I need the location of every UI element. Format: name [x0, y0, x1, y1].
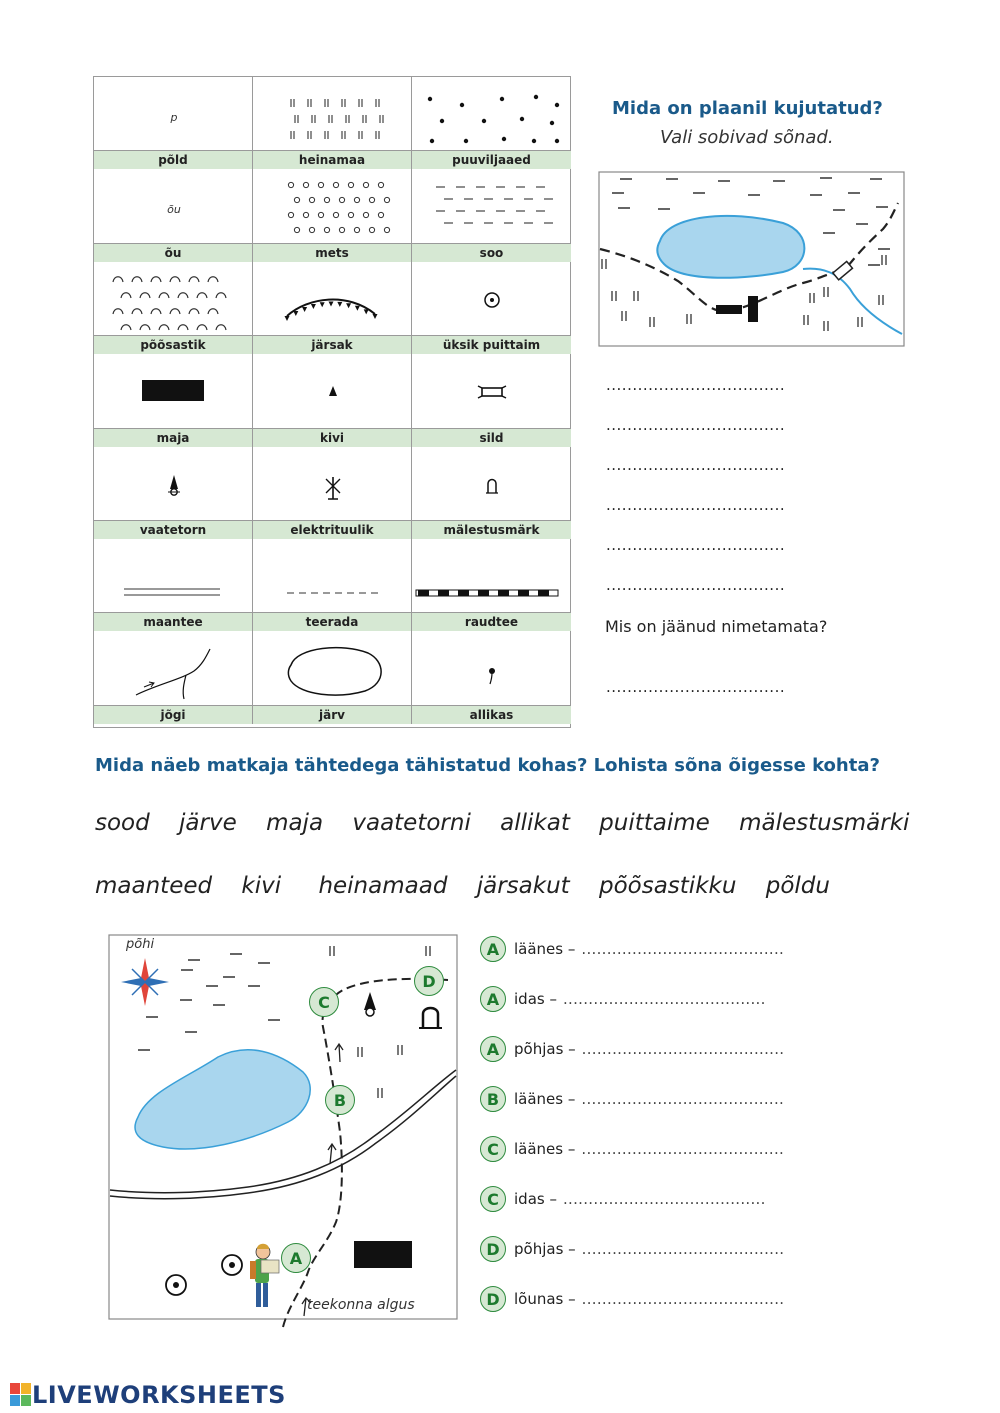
point-badge: A — [480, 986, 506, 1012]
question-label: põhjas – — [514, 1240, 576, 1258]
lake-icon — [253, 631, 412, 705]
word-vaatetorni[interactable]: vaatetorni — [352, 810, 471, 836]
word-poosastikku[interactable]: põõsastikku — [598, 873, 737, 899]
task1-title: Mida on plaanil kujutatud? — [612, 98, 883, 119]
answer-line-4[interactable]: .................................. — [606, 496, 786, 514]
north-label: põhi — [126, 937, 155, 952]
answer-drop-zone[interactable]: ........................................ — [581, 1240, 785, 1258]
legend-label: soo — [412, 243, 571, 262]
legend-label: puuviljaaed — [412, 150, 571, 169]
monument-icon — [412, 447, 571, 521]
question-row — [480, 984, 766, 1014]
legend-cell — [253, 77, 412, 169]
grass-icon — [253, 77, 412, 151]
question-label: lõunas – — [514, 1290, 576, 1308]
answer-line-6[interactable]: .................................. — [606, 576, 786, 594]
legend-cell — [253, 539, 412, 631]
logo-text: LIVEWORKSHEETS — [32, 1381, 286, 1409]
plan-map-2 — [108, 932, 460, 1337]
question-row — [480, 1134, 784, 1164]
word-puittaime[interactable]: puittaime — [599, 810, 710, 836]
map-point-c: C — [309, 987, 339, 1017]
liveworksheets-logo — [10, 1380, 286, 1410]
word-heinamaad[interactable]: heinamaad — [318, 873, 448, 899]
legend-cell — [94, 262, 253, 354]
legend-cell — [412, 354, 571, 446]
map-point-a: A — [281, 1243, 311, 1273]
question-row — [480, 1184, 766, 1214]
legend-cell — [253, 447, 412, 539]
legend-label: mälestusmärk — [412, 520, 571, 539]
legend-label: maantee — [94, 612, 252, 631]
orchard-icon — [412, 77, 571, 151]
legend-cell — [412, 262, 571, 354]
bridge-icon — [412, 354, 571, 428]
legend-label: jõgi — [94, 705, 252, 724]
legend-label: allikas — [412, 705, 571, 724]
legend-label: järv — [253, 705, 411, 724]
map-point-b: B — [325, 1085, 355, 1115]
text-symbol — [94, 169, 253, 243]
railway-icon — [412, 539, 571, 613]
shrub-icon — [94, 262, 253, 336]
question-row — [480, 1284, 784, 1314]
answer-line-7[interactable]: .................................. — [606, 678, 786, 696]
single-tree-icon — [412, 262, 571, 336]
word-maja[interactable]: maja — [266, 810, 324, 836]
task1-subtitle: Vali sobivad sõnad. — [660, 127, 834, 148]
legend-label: mets — [253, 243, 411, 262]
answer-line-3[interactable]: .................................. — [606, 456, 786, 474]
legend-label: maja — [94, 428, 252, 447]
legend-cell — [94, 354, 253, 446]
answer-drop-zone[interactable]: ........................................ — [562, 1190, 766, 1208]
start-label: teekonna algus — [307, 1297, 415, 1313]
word-jarsakut[interactable]: järsakut — [476, 873, 570, 899]
question-label: idas – — [514, 1190, 557, 1208]
legend-cell — [412, 77, 571, 169]
legend-label: teerada — [253, 612, 411, 631]
legend-cell — [412, 447, 571, 539]
legend-cell — [94, 447, 253, 539]
spring-icon — [412, 631, 571, 705]
point-badge: A — [480, 1036, 506, 1062]
svg-text:p: p — [170, 111, 178, 124]
answer-drop-zone[interactable]: ........................................ — [581, 1140, 785, 1158]
question-row — [480, 1084, 784, 1114]
legend-label: üksik puittaim — [412, 335, 571, 354]
legend-cell — [412, 169, 571, 261]
legend-label: sild — [412, 428, 571, 447]
answer-drop-zone[interactable]: ........................................ — [581, 1040, 785, 1058]
question-label: põhjas – — [514, 1040, 576, 1058]
stone-icon — [253, 354, 412, 428]
answer-drop-zone[interactable]: ........................................ — [581, 940, 785, 958]
tower-icon — [94, 447, 253, 521]
river-icon — [94, 631, 253, 705]
question-label: läänes – — [514, 940, 576, 958]
question-row — [480, 934, 784, 964]
question-label: idas – — [514, 990, 557, 1008]
legend-cell — [412, 631, 571, 723]
task2-title: Mida näeb matkaja tähtedega tähistatud kohas? Lohista sõna õigesse kohta? — [95, 755, 880, 776]
answer-drop-zone[interactable]: ........................................ — [581, 1090, 785, 1108]
point-badge: D — [480, 1236, 506, 1262]
point-badge: D — [480, 1286, 506, 1312]
answer-line-2[interactable]: .................................. — [606, 416, 786, 434]
house-icon — [94, 354, 253, 428]
question-label: läänes – — [514, 1140, 576, 1158]
answer-drop-zone[interactable]: ........................................ — [562, 990, 766, 1008]
legend-label: õu — [94, 243, 252, 262]
word-poldu[interactable]: põldu — [765, 873, 830, 899]
legend-label: raudtee — [412, 612, 571, 631]
point-badge: B — [480, 1086, 506, 1112]
legend-table — [93, 76, 571, 728]
legend-cell — [253, 169, 412, 261]
word-allikat[interactable]: allikat — [500, 810, 570, 836]
point-badge: C — [480, 1136, 506, 1162]
word-malestusmarki[interactable]: mälestusmärki — [739, 810, 910, 836]
point-badge: A — [480, 936, 506, 962]
windmill-icon — [253, 447, 412, 521]
map-point-d: D — [414, 966, 444, 996]
task1-question2: Mis on jäänud nimetamata? — [605, 617, 828, 636]
point-badge: C — [480, 1186, 506, 1212]
word-maanteed[interactable]: maanteed — [95, 873, 213, 899]
word-bank-line-1 — [95, 810, 931, 836]
legend-cell — [253, 354, 412, 446]
legend-cell — [94, 77, 253, 169]
logo-icon — [10, 1383, 32, 1407]
question-label: läänes – — [514, 1090, 576, 1108]
legend-cell — [253, 262, 412, 354]
legend-cell — [94, 539, 253, 631]
legend-label: kivi — [253, 428, 411, 447]
answer-line-5[interactable]: .................................. — [606, 536, 786, 554]
legend-cell — [94, 169, 253, 261]
escarpment-icon — [253, 262, 412, 336]
legend-label: heinamaa — [253, 150, 411, 169]
legend-cell — [412, 539, 571, 631]
swamp-icon — [412, 169, 571, 243]
answer-drop-zone[interactable]: ........................................ — [581, 1290, 785, 1308]
question-row — [480, 1234, 784, 1264]
legend-label: vaatetorn — [94, 520, 252, 539]
plan-map-1 — [598, 171, 906, 347]
legend-label: järsak — [253, 335, 411, 354]
text-symbol — [94, 77, 253, 151]
legend-cell — [94, 631, 253, 723]
word-jarve[interactable]: järve — [179, 810, 237, 836]
word-sood[interactable]: sood — [95, 810, 150, 836]
legend-cell — [253, 631, 412, 723]
question-row — [480, 1034, 784, 1064]
legend-label: elektrituulik — [253, 520, 411, 539]
word-bank-line-2 — [95, 873, 852, 899]
road-icon — [94, 539, 253, 613]
svg-text:õu: õu — [167, 203, 181, 217]
forest-icon — [253, 169, 412, 243]
legend-label: põld — [94, 150, 252, 169]
path-icon — [253, 539, 412, 613]
legend-label: põõsastik — [94, 335, 252, 354]
answer-line-1[interactable]: .................................. — [606, 376, 786, 394]
word-kivi[interactable]: kivi — [241, 873, 282, 899]
